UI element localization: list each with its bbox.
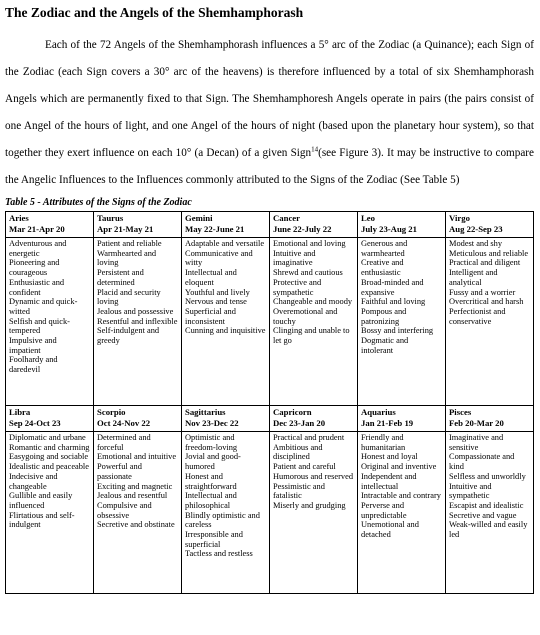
sign-header-libra bbox=[6, 406, 94, 432]
sign-attribute: Broad-minded and expansive bbox=[361, 277, 424, 297]
sign-attribute: Compassionate and kind bbox=[449, 452, 515, 472]
sign-attribute: Dynamic and quick-witted bbox=[9, 297, 78, 316]
sign-attribute: Miserly and grudging bbox=[273, 500, 346, 510]
sign-attribute: Emotional and loving bbox=[273, 239, 346, 248]
sign-attribute: Shrewd and cautious bbox=[273, 268, 343, 278]
sign-name: Cancer bbox=[273, 213, 301, 223]
sign-attribute: Easygoing and sociable bbox=[9, 452, 89, 462]
sign-attribute: Intellectual and eloquent bbox=[185, 268, 237, 287]
sign-attribute: Friendly and humanitarian bbox=[361, 433, 406, 452]
sign-dates: Nov 23-Dec 22 bbox=[185, 417, 239, 428]
sign-attribute: Communicative and witty bbox=[185, 248, 253, 268]
sign-attribute: Optimistic and freedom-loving bbox=[185, 433, 238, 452]
sign-attribute: Intractable and contrary bbox=[361, 491, 441, 501]
sign-attribute: Changeable and moody bbox=[273, 297, 353, 307]
sign-attribute: Irresponsible and superficial bbox=[185, 530, 243, 549]
intro-paragraph bbox=[5, 32, 534, 194]
sign-attribute: Pompous and patronizing bbox=[361, 306, 407, 326]
sign-dates: May 22-June 21 bbox=[185, 223, 245, 234]
sign-dates: Mar 21-Apr 20 bbox=[9, 223, 65, 234]
sign-attribute: Honest and straightforward bbox=[185, 471, 237, 491]
sign-name: Scorpio bbox=[97, 407, 126, 417]
sign-attributes-virgo bbox=[446, 238, 534, 406]
sign-attribute: Meticulous and reliable bbox=[449, 248, 529, 258]
sign-attribute: Compulsive and obsessive bbox=[97, 500, 152, 520]
sign-attributes-sagittarius bbox=[182, 432, 270, 594]
sign-header-sagittarius bbox=[182, 406, 270, 432]
sign-attribute: Modest and shy bbox=[449, 239, 503, 248]
sign-attribute: Emotional and intuitive bbox=[97, 452, 177, 462]
sign-attribute: Ambitious and disciplined bbox=[273, 442, 323, 462]
sign-attribute: Blindly optimistic and careless bbox=[185, 510, 260, 530]
sign-attribute: Idealistic and peaceable bbox=[9, 462, 89, 472]
sign-attribute: Placid and security loving bbox=[97, 287, 161, 307]
sign-attribute: Imaginative and sensitive bbox=[449, 433, 504, 452]
sign-attribute: Warmhearted and loving bbox=[97, 248, 157, 268]
sign-name: Virgo bbox=[449, 213, 470, 223]
sign-attribute: Cunning and inquisitive bbox=[185, 326, 266, 336]
sign-attributes-pisces bbox=[446, 432, 534, 594]
sign-attribute: Practical and diligent bbox=[449, 258, 521, 268]
sign-attribute: Dogmatic and intolerant bbox=[361, 336, 409, 355]
sign-attribute: Perfectionist and conservative bbox=[449, 306, 506, 326]
sign-dates: Sep 24-Oct 23 bbox=[9, 417, 61, 428]
sign-dates: Aug 22-Sep 23 bbox=[449, 223, 503, 234]
sign-attribute: Secretive and vague bbox=[449, 510, 517, 520]
sign-name: Aries bbox=[9, 213, 29, 223]
sign-header-row bbox=[6, 212, 534, 238]
sign-attribute: Protective and sympathetic bbox=[273, 277, 322, 297]
sign-attribute: Persistent and determined bbox=[97, 268, 144, 287]
sign-attributes-capricorn bbox=[270, 432, 358, 594]
sign-name: Libra bbox=[9, 407, 31, 417]
sign-dates: Apr 21-May 21 bbox=[97, 223, 154, 234]
sign-attribute: Escapist and idealistic bbox=[449, 500, 524, 510]
sign-attribute: Honest and loyal bbox=[361, 452, 418, 462]
sign-attributes-scorpio bbox=[94, 432, 182, 594]
sign-dates: June 22-July 22 bbox=[273, 223, 332, 234]
sign-attribute: Clinging and unable to let go bbox=[273, 326, 350, 346]
sign-attribute: Impulsive and impatient bbox=[9, 336, 57, 355]
sign-attribute: Selfish and quick-tempered bbox=[9, 316, 70, 336]
sign-attribute: Practical and prudent bbox=[273, 433, 345, 442]
sign-attribute: Romantic and charming bbox=[9, 442, 90, 452]
sign-attribute: Jealous and resentful bbox=[97, 491, 168, 501]
sign-attribute: Pessimistic and fatalistic bbox=[273, 481, 325, 501]
sign-attributes-taurus bbox=[94, 238, 182, 406]
sign-header-row bbox=[6, 406, 534, 432]
sign-attribute: Patient and reliable bbox=[97, 239, 162, 248]
sign-attribute: Patient and careful bbox=[273, 462, 336, 472]
sign-name: Sagittarius bbox=[185, 407, 226, 417]
sign-name: Taurus bbox=[97, 213, 124, 223]
sign-attributes-cancer bbox=[270, 238, 358, 406]
sign-attribute: Faithful and loving bbox=[361, 297, 426, 307]
sign-name: Pisces bbox=[449, 407, 472, 417]
sign-attribute: Fussy and a worrier bbox=[449, 287, 516, 297]
sign-header-capricorn bbox=[270, 406, 358, 432]
sign-dates: Oct 24-Nov 22 bbox=[97, 417, 151, 428]
zodiac-attributes-table bbox=[5, 211, 534, 594]
sign-name: Leo bbox=[361, 213, 375, 223]
sign-attribute: Resentful and inflexible bbox=[97, 316, 178, 326]
sign-attribute: Determined and forceful bbox=[97, 433, 151, 452]
sign-attribute: Exciting and magnetic bbox=[97, 481, 173, 491]
sign-attribute: Foolhardy and daredevil bbox=[9, 355, 58, 375]
sign-attribute: Pioneering and courageous bbox=[9, 258, 60, 278]
sign-attribute: Humorous and reserved bbox=[273, 471, 354, 481]
sign-attribute: Weak-willed and easily led bbox=[449, 520, 528, 540]
document-heading: The Zodiac and the Angels of the Shemhamphorash bbox=[5, 5, 304, 20]
sign-attribute: Perverse and unpredictable bbox=[361, 500, 407, 520]
sign-attribute: Tactless and restless bbox=[185, 549, 253, 559]
sign-attributes-gemini bbox=[182, 238, 270, 406]
sign-attribute: Selfless and unworldly bbox=[449, 471, 526, 481]
sign-attribute: Independent and intellectual bbox=[361, 471, 417, 491]
footnote-marker[interactable]: 14 bbox=[311, 145, 319, 154]
sign-attribute: Self-indulgent and greedy bbox=[97, 326, 160, 346]
sign-attribute: Youthful and lively bbox=[185, 287, 250, 297]
sign-attribute: Intuitive and imaginative bbox=[273, 248, 316, 268]
sign-attribute: Generous and warmhearted bbox=[361, 239, 408, 258]
sign-header-gemini bbox=[182, 212, 270, 238]
sign-attribute: Original and inventive bbox=[361, 462, 437, 472]
sign-header-pisces bbox=[446, 406, 534, 432]
sign-attribute: Superficial and inconsistent bbox=[185, 306, 236, 326]
sign-header-virgo bbox=[446, 212, 534, 238]
sign-attribute: Powerful and passionate bbox=[97, 462, 142, 481]
sign-dates: Jan 21-Feb 19 bbox=[361, 417, 414, 428]
paragraph-main-text: Each of the 72 Angels of the Shemhamphorash influences a 5° arc of the Zodiac (a Quinance); each Sign of the Zodiac (each Sign covers a 30° arc of the heavens) is therefore influenced by a total of six Shemhamphorash Angels which are permanently fixed to that Sign. The Shemhamphoresh Angels operate in pairs (the pairs consist of one Angel of the hours of light, and one Angel of the hours of night (based upon the planetary hour system), so that together they exert influence on each 10° (a Decan) of a given Sign bbox=[5, 39, 534, 159]
sign-attribute: Creative and enthusiastic bbox=[361, 258, 404, 278]
sign-attributes-row bbox=[6, 432, 534, 594]
sign-header-cancer bbox=[270, 212, 358, 238]
sign-header-leo bbox=[358, 212, 446, 238]
table-caption: Table 5 - Attributes of the Signs of the Zodiac bbox=[5, 197, 192, 208]
sign-attribute: Indecisive and changeable bbox=[9, 471, 58, 491]
sign-attribute: Overcritical and harsh bbox=[449, 297, 524, 307]
sign-dates: Feb 20-Mar 20 bbox=[449, 417, 504, 428]
sign-attributes-aquarius bbox=[358, 432, 446, 594]
sign-attribute: Overemotional and touchy bbox=[273, 306, 338, 326]
sign-attribute: Intelligent and analytical bbox=[449, 268, 498, 287]
sign-attributes-leo bbox=[358, 238, 446, 406]
sign-attributes-libra bbox=[6, 432, 94, 594]
sign-header-aquarius bbox=[358, 406, 446, 432]
paragraph-tail-text: (see Figure 3). It may be instructive to compare the Angelic Influences to the Influences commonly attributed to the Signs of the Zodiac (See Table 5) bbox=[5, 147, 534, 186]
sign-attributes-row bbox=[6, 238, 534, 406]
sign-attribute: Jealous and possessive bbox=[97, 306, 174, 316]
sign-attribute: Enthusiastic and confident bbox=[9, 277, 65, 297]
sign-attribute: Intellectual and philosophical bbox=[185, 491, 237, 510]
sign-name: Aquarius bbox=[361, 407, 396, 417]
sign-attributes-aries bbox=[6, 238, 94, 406]
sign-attribute: Adventurous and energetic bbox=[9, 239, 67, 258]
sign-attribute: Intuitive and sympathetic bbox=[449, 481, 492, 501]
sign-name: Gemini bbox=[185, 213, 213, 223]
sign-attribute: Adaptable and versatile bbox=[185, 239, 265, 248]
sign-dates: Dec 23-Jan 20 bbox=[273, 417, 326, 428]
sign-header-aries bbox=[6, 212, 94, 238]
sign-dates: July 23-Aug 21 bbox=[361, 223, 417, 234]
sign-attribute: Nervous and tense bbox=[185, 297, 247, 307]
sign-attribute: Unemotional and detached bbox=[361, 520, 419, 540]
sign-attribute: Bossy and interfering bbox=[361, 326, 434, 336]
sign-name: Capricorn bbox=[273, 407, 312, 417]
sign-attribute: Jovial and good-humored bbox=[185, 452, 241, 472]
sign-attribute: Flirtatious and self-indulgent bbox=[9, 510, 75, 530]
sign-attribute: Secretive and obstinate bbox=[97, 520, 175, 530]
sign-attribute: Diplomatic and urbane bbox=[9, 433, 86, 442]
sign-header-taurus bbox=[94, 212, 182, 238]
sign-attribute: Gullible and easily influenced bbox=[9, 491, 73, 510]
sign-header-scorpio bbox=[94, 406, 182, 432]
